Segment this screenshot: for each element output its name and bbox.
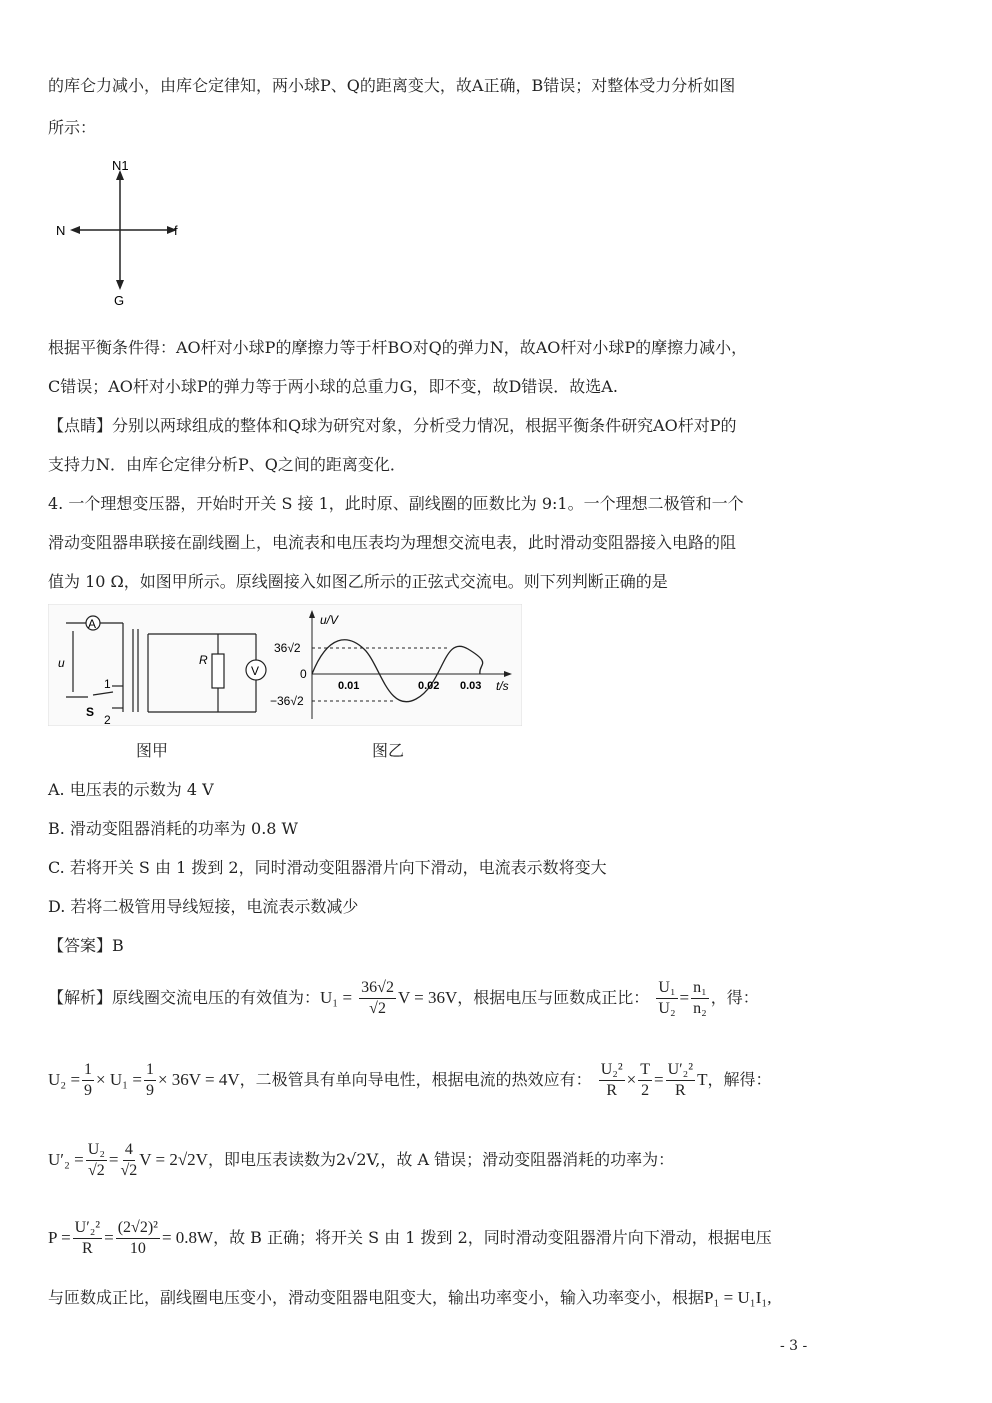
denominator: U₂ [658,1000,676,1017]
numerator: U₂ [86,1140,107,1161]
fraction [144,1060,156,1101]
text-line: C错误；AO杆对小球P的弹力等于两小球的总重力G，即不变，故D错误．故选A. [48,377,618,396]
numerator: T [638,1060,652,1081]
text: ，二极管具有单向导电性，根据电流的热效应有： [239,1070,592,1089]
fraction [82,1060,94,1101]
option-d: D. 若将二极管用导线短接，电流表示数减少 [48,897,359,916]
ammeter-label: A [88,617,97,631]
resistor-label: R [199,653,208,667]
numerator: 1 [82,1060,94,1081]
fraction [116,1218,160,1259]
numerator: 4 [123,1140,135,1161]
switch-pos-1: 1 [104,677,111,691]
text-line: 【点睛】分别以两球组成的整体和Q球为研究对象，分析受力情况，根据平衡条件研究AO杆对P的 [48,416,737,435]
analysis-line [48,1140,674,1181]
formula: U₂ = [48,1070,81,1089]
question-line: 4. 一个理想变压器，开始时开关 S 接 1，此时原、副线圈的匝数比为 9:1。一个理想二极管和一个 [48,494,744,513]
numerator: 36√2 [359,978,396,999]
input-voltage-label: u [58,656,65,670]
formula: = [679,988,690,1007]
fraction [691,978,709,1019]
numerator: 1 [144,1060,156,1081]
x-axis-label: t/s [496,679,509,693]
formula: U₁ = [320,988,353,1007]
denominator: R [606,1082,618,1099]
page-number: - 3 - [780,1338,808,1354]
analysis-line [48,1060,771,1101]
formula: = 0.8W [161,1228,214,1247]
option-c: C. 若将开关 S 由 1 拨到 2，同时滑动变阻器滑片向下滑动，电流表示数将变大 [48,858,607,877]
text: ，得： [710,988,759,1007]
fraction [599,1060,625,1101]
fraction [638,1060,652,1101]
fraction [86,1140,107,1181]
formula: T [697,1070,708,1089]
text: ，解得： [707,1070,772,1089]
text: 与匝数成正比，副线圈电压变小，滑动变阻器电阻变大，输出功率变小，输入功率变小，根据 [48,1288,705,1307]
text: ，根据电压与匝数成正比： [457,988,650,1007]
x-tick: 0.01 [338,680,360,692]
formula: V = 36V [397,988,458,1007]
fraction [656,978,677,1019]
numerator: n₁ [691,978,709,999]
denominator: 2 [641,1082,650,1099]
figure-caption: 图乙 [372,741,405,760]
text: ，即电压表读数为2√2V,，故 A 错误；滑动变阻器消耗的功率为： [207,1150,675,1169]
text: ，故 B 正确；将开关 S 由 1 拨到 2，同时滑动变阻器滑片向下滑动，根据电压 [213,1228,772,1247]
text: 【解析】原线圈交流电压的有效值为： [48,988,321,1007]
force-label-left: N [56,223,66,238]
circuit-and-graph-figure [48,604,522,726]
option-a: A. 电压表的示数为 4 V [48,780,214,799]
y-tick-zero: 0 [300,667,307,681]
force-label-down: G [114,293,125,308]
analysis-line [48,1218,772,1259]
force-diagram [50,150,200,310]
formula: P₁ = U₁I₁, [704,1288,772,1307]
answer: 【答案】B [48,936,124,955]
denominator: √2 [120,1162,138,1179]
question-line: 滑动变阻器串联接在副线圈上，电流表和电压表均为理想交流电表，此时滑动变阻器接入电路的阻 [48,533,737,552]
denominator: 10 [129,1240,146,1257]
fraction [73,1218,102,1259]
voltmeter-label: V [251,664,260,678]
x-tick: 0.03 [460,680,482,692]
analysis-line [48,1288,772,1308]
y-tick-max: 36√2 [274,641,301,655]
fraction [121,1140,138,1181]
force-label-up: N1 [112,158,129,173]
formula: V = 2√2V [139,1150,208,1169]
numerator: (2√2)² [116,1218,160,1239]
figure-caption: 图甲 [136,741,169,760]
text-line: 根据平衡条件得：AO杆对小球P的摩擦力等于杆BO对Q的弹力N，故AO杆对小球P的摩擦力减小， [48,338,748,357]
numerator: U′₂² [666,1060,695,1081]
denominator: √2 [369,1000,386,1017]
formula: = [654,1070,664,1089]
analysis-line [48,978,759,1019]
formula: × U₁ = [96,1070,142,1089]
numerator: U₁ [656,978,677,999]
numerator: U₂² [599,1060,625,1081]
formula: U′₂ = [48,1150,84,1169]
formula: P = [48,1228,71,1247]
text-line: 支持力N．由库仑定律分析P、Q之间的距离变化． [48,455,406,474]
force-label-right: f [174,223,178,238]
formula: × 36V = 4V [157,1070,240,1089]
denominator: n₂ [693,1000,707,1017]
y-axis-label: u/V [320,613,339,627]
x-tick: 0.02 [418,680,440,692]
text-line: 的库仑力减小，由库仑定律知，两小球P、Q的距离变大，故A正确，B错误；对整体受力分析如图 [48,76,736,95]
y-tick-min: −36√2 [270,694,304,708]
denominator: 9 [145,1082,154,1099]
fraction [359,978,396,1019]
denominator: R [82,1240,93,1257]
numerator: U′₂² [73,1218,102,1239]
option-b: B. 滑动变阻器消耗的功率为 0.8 W [48,819,298,838]
switch-pos-2: 2 [104,713,111,726]
denominator: √2 [87,1162,105,1179]
denominator: R [675,1082,686,1099]
fraction [666,1060,695,1101]
formula: = [108,1150,119,1169]
question-line: 值为 10 Ω，如图甲所示。原线圈接入如图乙所示的正弦式交流电。则下列判断正确的是 [48,572,668,591]
formula: = [104,1228,114,1247]
formula: × [626,1070,637,1089]
switch-label: S [86,705,95,719]
text-line: 所示： [48,118,97,137]
denominator: 9 [84,1082,93,1099]
